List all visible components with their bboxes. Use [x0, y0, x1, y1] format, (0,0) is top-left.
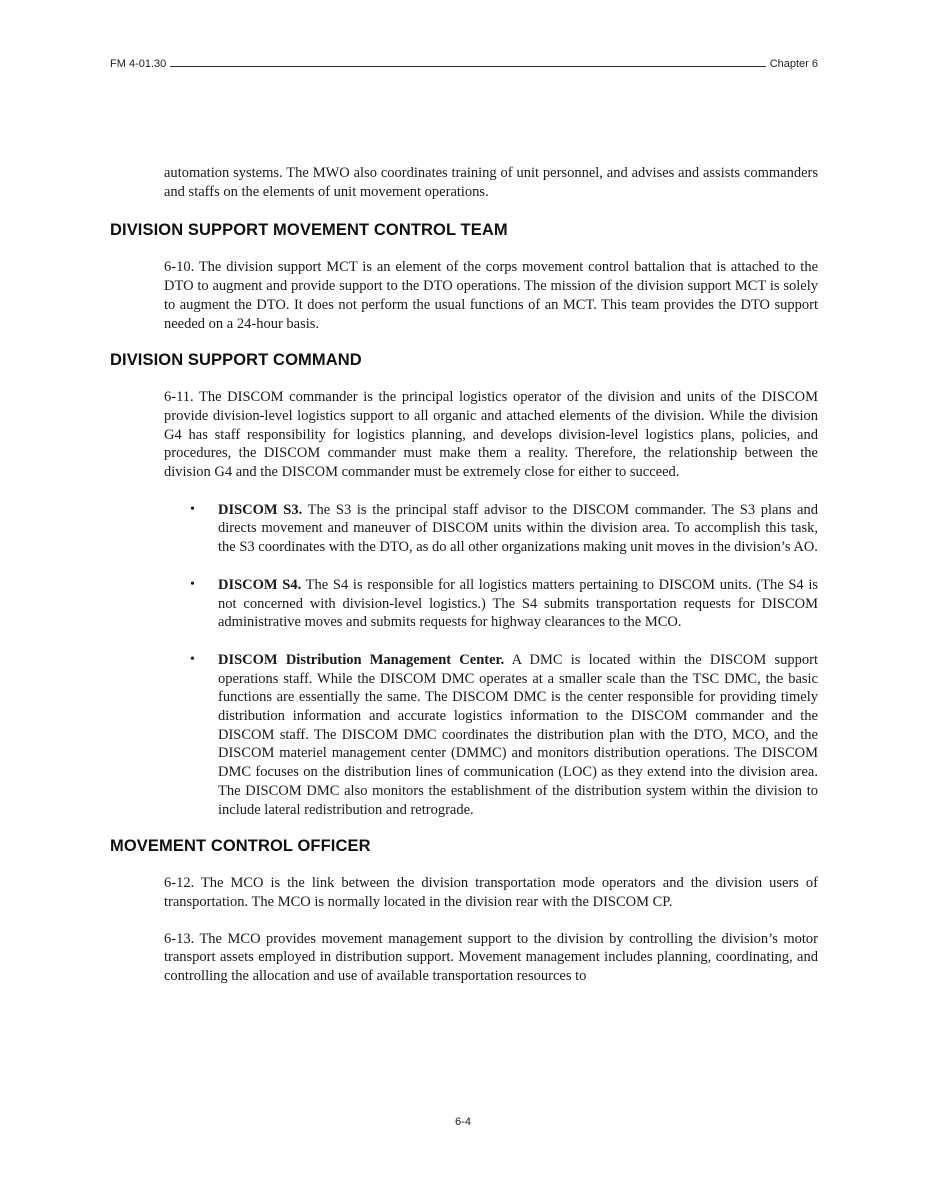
bullet-text: A DMC is located within the DISCOM support operations staff. While the DISCOM DMC operates at a smaller scale than the TSC DMC, the basic functions are essentially the same. The DISCOM DMC is the center responsible for providing timely distribution information and accurate logistics information to the DISCOM commander and the DISCOM staff. The DISCOM DMC coordinates the distribution plan with the DTO, MCO, and the DISCOM materiel management center (DMMC) and monitors distribution operations. The DISCOM DMC focuses on the distribution lines of communication (LOC) as they extend into the division area. The DISCOM DMC also monitors the establishment of the distribution system within the division to include lateral redistribution and retrograde.: [218, 651, 818, 818]
bullet-term: DISCOM S3.: [218, 501, 303, 518]
paragraph-6-10: 6-10. The division support MCT is an element of the corps movement control battalion that is attached to the DTO to augment and provide support to the DTO operations. The mission of the division support MCT is solely to augment the DTO. It does not perform the usual functions of an MCT. This team provides the DTO support needed on a 24-hour basis.: [164, 259, 818, 332]
heading-division-support-command: DIVISION SUPPORT COMMAND: [110, 351, 362, 370]
bullet-text: The S4 is responsible for all logistics matters pertaining to DISCOM units. (The S4 is not concerned with division-level logistics.) The S4 submits transportation requests for DISCOM administrative moves and submits requests for highway clearances to the MCO.: [218, 576, 818, 631]
discom-bullet-list: [110, 501, 818, 820]
header-chapter: Chapter 6: [769, 58, 818, 70]
page-header: [110, 54, 818, 70]
list-item-discom-dmc: [190, 651, 818, 819]
header-rule: [170, 66, 765, 67]
bullet-icon: •: [190, 576, 195, 592]
heading-movement-control-officer: MOVEMENT CONTROL OFFICER: [110, 837, 371, 856]
bullet-icon: •: [190, 501, 195, 517]
header-manual-id: FM 4-01.30: [110, 58, 167, 70]
bullet-term: DISCOM S4.: [218, 576, 302, 593]
list-item-discom-s3: [190, 501, 818, 557]
paragraph-6-11: 6-11. The DISCOM commander is the principal logistics operator of the division and units of the DISCOM provide division-level logistics support to all organic and attached elements of the division. While the division G4 has staff responsibility for logistics planning, and develops division-level logistics plans, policies, and procedures, the DISCOM commander must make them a reality. Therefore, the relationship between the division G4 and the DISCOM commander must be extremely close for either to succeed.: [164, 389, 818, 481]
heading-division-support-mct: DIVISION SUPPORT MOVEMENT CONTROL TEAM: [110, 221, 508, 240]
bullet-term: DISCOM Distribution Management Center.: [218, 651, 505, 668]
paragraph-intro: automation systems. The MWO also coordinates training of unit personnel, and advises and assists commanders and staffs on the elements of unit movement operations.: [164, 165, 818, 200]
paragraph-6-12: 6-12. The MCO is the link between the division transportation mode operators and the division users of transportation. The MCO is normally located in the division rear with the DISCOM CP.: [164, 875, 818, 910]
page-body: [110, 164, 818, 986]
bullet-icon: •: [190, 651, 195, 667]
list-item-discom-s4: [190, 576, 818, 632]
page-number: 6-4: [455, 1116, 471, 1128]
paragraph-6-13: 6-13. The MCO provides movement management support to the division by controlling the division’s motor transport assets employed in distribution support. Movement management includes planning, coordinating, and controlling the allocation and use of available transportation resources to: [164, 930, 818, 985]
bullet-text: The S3 is the principal staff advisor to the DISCOM commander. The S3 plans and directs movement and maneuver of DISCOM units within the division area. To accomplish this task, the S3 coordinates with the DTO, as do all other organizations making unit moves in the division’s AO.: [218, 501, 818, 556]
